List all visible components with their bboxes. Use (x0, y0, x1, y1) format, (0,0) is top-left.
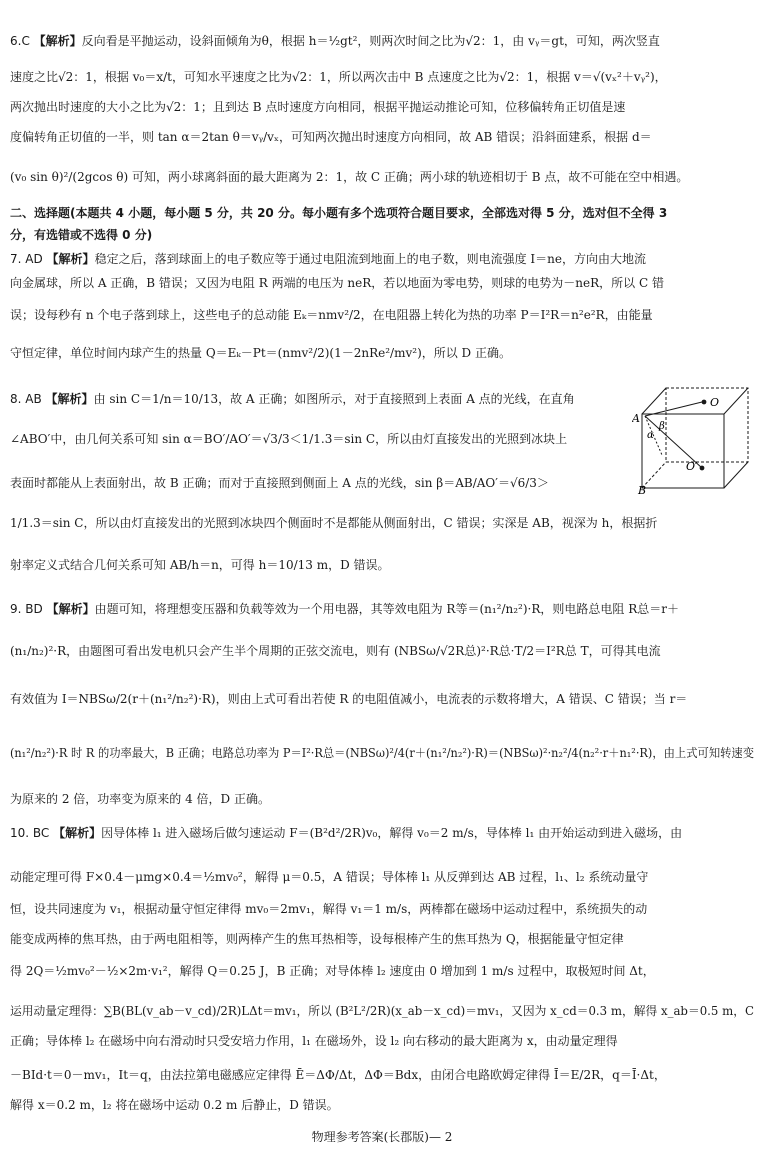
line-text: 由 sin C＝1/n＝10/13，故 A 正确；如图所示，对于直接照到上表面 A 点的光线，在直角 (93, 392, 575, 406)
page-footer: 物理参考答案(长郡版)— 2 (311, 1130, 453, 1144)
q7-line-3 (0, 308, 764, 322)
q6-line-3 (0, 100, 764, 114)
line-text: －BId·t＝0－mv₁，It＝q，由法拉第电磁感应定律得 Ē＝ΔΦ/Δt，ΔΦ＝Bdx，由闭合电路欧姆定律得 Ī＝E/2R，q＝Ī·Δt， (10, 1068, 666, 1082)
line-text: ∠ABO′中，由几何关系可知 sin α＝BO′/AO′＝√3/3＜1/1.3＝sin C，所以由灯直接发出的光照到冰块上 (10, 432, 568, 446)
q9-line-3 (0, 692, 764, 706)
q10-line-9 (0, 1098, 764, 1112)
line-text: (n₁²/n₂²)·R 时 R 的功率最大，B 正确；电路总功率为 P＝I²·R总＝(NBSω)²/4(r＋(n₁²/n₂²)·R)＝(NBSω)²·n₂²/4(n₂²·r＋n₁²·R)，由上式可知转速变 (10, 746, 755, 760)
q9-line-1 (0, 602, 764, 616)
line-text: 1/1.3＝sin C，所以由灯直接发出的光照到冰块四个侧面时不是都能从侧面射出，C 错误；实深是 AB，视深为 h，根据折 (10, 516, 658, 530)
line-text: 得 2Q＝½mv₀²－½×2m·v₁²，解得 Q＝0.25 J，B 正确；对导体棒 l₂ 速度由 0 增加到 1 m/s 过程中，取极短时间 Δt， (10, 964, 655, 978)
answer-number: 7. AD (10, 252, 43, 266)
q9-line-4 (0, 746, 764, 760)
line-text: (n₁/n₂)²·R，由题图可看出发电机只会产生半个周期的正弦交流电，则有 (NBSω/√2R总)²·R总·T/2＝I²R总 T，可得其电流 (10, 644, 661, 658)
q7-line-1 (0, 252, 764, 266)
line-text: 两次抛出时速度的大小之比为√2：1；且到达 B 点时速度方向相同，根据平抛运动推论可知，位移偏转角正切值是速 (10, 100, 626, 114)
ice-cube-diagram (632, 380, 756, 494)
q10-line-2 (0, 870, 764, 884)
section-heading: 分，有选错或不选得 0 分) (10, 228, 153, 242)
analysis-tag: 【解析】 (53, 826, 102, 840)
analysis-tag: 【解析】 (46, 252, 95, 266)
line-text: 表面时都能从上表面射出，故 B 正确；而对于直接照到侧面上 A 点的光线，sin β＝AB/AO′＝√6/3＞ (10, 476, 549, 490)
line-content (10, 746, 754, 760)
point-O (702, 400, 707, 405)
q8-line-1 (0, 392, 630, 406)
label-B: B (638, 484, 647, 494)
q6-line-5 (0, 170, 764, 184)
line-text: 误；设每秒有 n 个电子落到球上，这些电子的总动能 Eₖ＝nmv²/2，在电阻器上转化为热的功率 P＝I²R＝n²e²R，由能量 (10, 308, 653, 322)
label-A: A (632, 412, 640, 425)
label-O: O (710, 396, 720, 409)
section-heading: 二、选择题(本题共 4 小题，每小题 5 分，共 20 分。每小题有多个选项符合题目要求，全部选对得 5 分，选对但不全得 3 (10, 206, 668, 220)
q8-line-2 (0, 432, 630, 446)
label-beta: β (659, 421, 665, 432)
answer-number: 10. BC (10, 826, 50, 840)
q6-line-1 (0, 34, 764, 48)
analysis-tag: 【解析】 (45, 392, 94, 406)
analysis-tag: 【解析】 (46, 602, 95, 616)
cube-back-face (666, 388, 748, 462)
line-text: 速度之比√2：1，根据 v₀＝x/t，可知水平速度之比为√2：1，所以两次击中 B 点速度之比为√2：1，根据 v＝√(vₓ²＋vᵧ²)， (10, 70, 667, 84)
line-text: 动能定理可得 F×0.4－μmg×0.4＝½mv₀²，解得 μ＝0.5，A 错误；导体棒 l₁ 从反弹到达 AB 过程，l₁、l₂ 系统动量守 (10, 870, 649, 884)
q6-line-2 (0, 70, 764, 84)
label-O-prime: O′ (686, 460, 698, 473)
line-text: 射率定义式结合几何关系可知 AB/h＝n，可得 h＝10/13 m，D 错误。 (10, 558, 390, 572)
q10-line-3 (0, 902, 764, 916)
q7-line-2 (0, 276, 764, 290)
q7-line-4 (0, 346, 764, 360)
section-heading-line-2 (0, 228, 764, 242)
q10-line-8 (0, 1068, 764, 1082)
line-text: (v₀ sin θ)²/(2gcos θ) 可知，两小球离斜面的最大距离为 2：1，故 C 正确；两小球的轨迹相切于 B 点，故不可能在空中相遇。 (10, 170, 689, 184)
label-alpha: α (647, 430, 654, 441)
q9-line-5 (0, 792, 764, 806)
q10-line-5 (0, 964, 764, 978)
cube-edge (642, 388, 666, 414)
answer-number: 8. AB (10, 392, 42, 406)
q6-line-4 (0, 130, 764, 144)
line-text: 由题可知，将理想变压器和负载等效为一个用电器，其等效电阻为 R等＝(n₁²/n₂²)·R，则电路总电阻 R总＝r＋ (94, 602, 679, 616)
line-text: 有效值为 I＝NBSω/2(r＋(n₁²/n₂²)·R)，则由上式可看出若使 R 的电阻值减小，电流表的示数将增大，A 错误、C 错误；当 r＝ (10, 692, 688, 706)
line-text: 恒，设共同速度为 v₁，根据动量守恒定律得 mv₀＝2mv₁，解得 v₁＝1 m/s，两棒都在磁场中运动过程中，系统损失的动 (10, 902, 648, 916)
cube-edge (724, 388, 748, 414)
q8-line-4 (0, 516, 764, 530)
section-heading-line-1 (0, 206, 764, 220)
cube-edge (724, 462, 748, 488)
line-text: 度偏转角正切值的一半，则 tan α＝2tan θ＝vᵧ/vₓ，可知两次抛出时速度方向相同，故 AB 错误；沿斜面建系，根据 d＝ (10, 130, 652, 144)
line-content (10, 1004, 754, 1018)
line-text: 能变成两棒的焦耳热，由于两电阻相等，则两棒产生的焦耳热相等，设每根棒产生的焦耳热为 Q，根据能量守恒定律 (10, 932, 624, 946)
line-text: 向金属球，所以 A 正确，B 错误；又因为电阻 R 两端的电压为 neR，若以地面为零电势，则球的电势为－neR，所以 C 错 (10, 276, 664, 290)
line-text: 稳定之后，落到球面上的电子数应等于通过电阻流到地面上的电子数，则电流强度 I＝ne，方向由大地流 (94, 252, 646, 266)
line-text: 因导体棒 l₁ 进入磁场后做匀速运动 F＝(B²d²/2R)v₀，解得 v₀＝2 m/s，导体棒 l₁ 由开始运动到进入磁场，由 (101, 826, 683, 840)
q10-line-1 (0, 826, 764, 840)
line-text: 解得 x＝0.2 m，l₂ 将在磁场中运动 0.2 m 后静止，D 错误。 (10, 1098, 339, 1112)
line-text: 正确；导体棒 l₂ 在磁场中向右滑动时只受安培力作用，l₁ 在磁场外，设 l₂ 向右移动的最大距离为 x，由动量定理得 (10, 1034, 618, 1048)
q8-line-5 (0, 558, 764, 572)
q10-line-7 (0, 1034, 764, 1048)
q9-line-2 (0, 644, 764, 658)
analysis-tag: 【解析】 (33, 34, 82, 48)
q8-line-3 (0, 476, 630, 490)
line-text: 为原来的 2 倍，功率变为原来的 4 倍，D 正确。 (10, 792, 270, 806)
answer-number: 6.C (10, 34, 30, 48)
line-text: 反向看是平抛运动，设斜面倾角为θ，根据 h＝½gt²，则两次时间之比为√2：1，由 vᵧ＝gt，可知，两次竖直 (81, 34, 660, 48)
line-text: 守恒定律，单位时间内球产生的热量 Q＝Eₖ－Pt＝(nmv²/2)(1－2nRe²/mv²)，所以 D 正确。 (10, 346, 511, 360)
q10-line-4 (0, 932, 764, 946)
point-O-prime (700, 466, 705, 471)
line-text: 运用动量定理得：∑B(BL(v_ab－v_cd)/2R)LΔt＝mv₁，所以 (B²L²/2R)(x_ab－x_cd)＝mv₁，又因为 x_cd＝0.3 m，解得 x_ab＝0.5 m，C (10, 1004, 754, 1018)
answer-number: 9. BD (10, 602, 43, 616)
q10-line-6 (0, 1004, 764, 1018)
